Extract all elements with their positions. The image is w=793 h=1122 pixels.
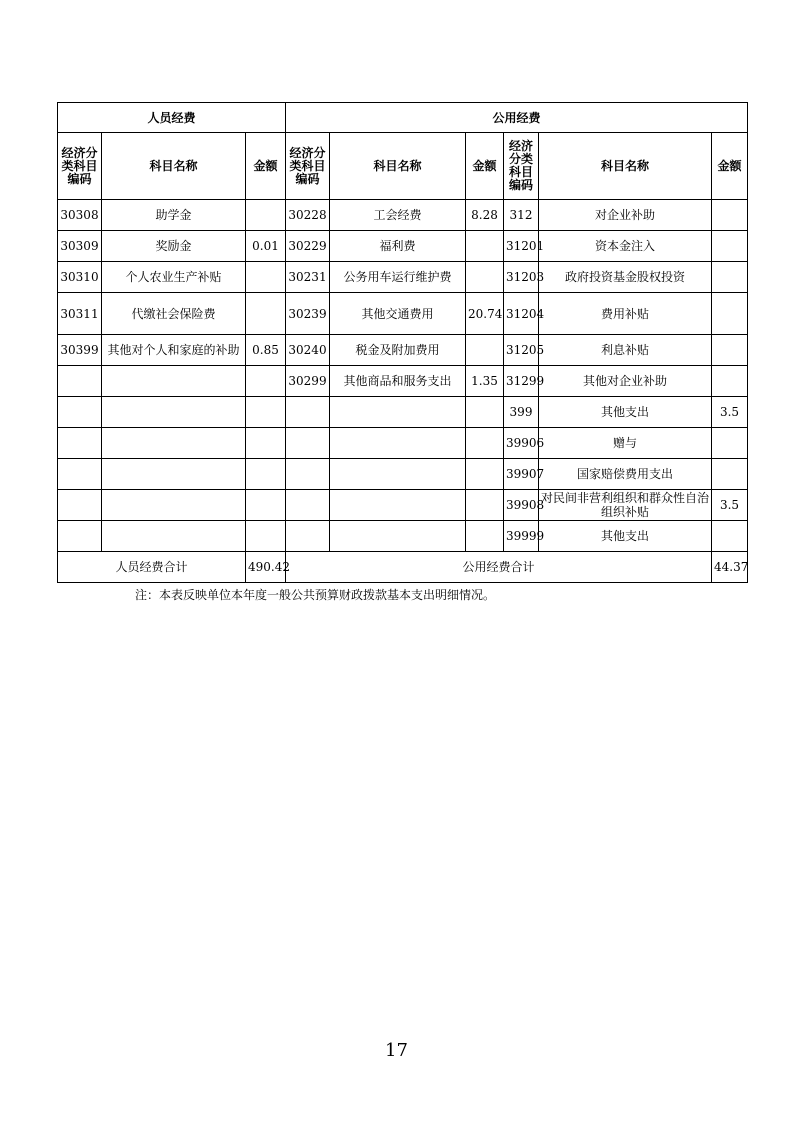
personnel-name-cell: 个人农业生产补贴: [102, 262, 246, 293]
table-row: [58, 459, 748, 490]
personnel-name-cell: [102, 490, 246, 521]
public2-name-cell: 其他对企业补助: [539, 366, 712, 397]
public-amount-cell: [466, 397, 504, 428]
table-note: 注：本表反映单位本年度一般公共预算财政拨款基本支出明细情况。: [135, 588, 496, 602]
personnel-code-cell: 30399: [58, 335, 102, 366]
public2-amount-cell: 3.5: [712, 490, 748, 521]
personnel-code-cell: [58, 428, 102, 459]
personnel-name-cell: [102, 397, 246, 428]
personnel-code-cell: [58, 490, 102, 521]
public2-code-cell: 312: [504, 200, 539, 231]
public2-code-cell: 31205: [504, 335, 539, 366]
section-header-row: [58, 103, 748, 133]
personnel-amount-cell: [246, 490, 286, 521]
public-total-value: 44.37: [712, 552, 748, 583]
public2-name-cell: 对民间非营利组织和群众性自治组织补贴: [539, 490, 712, 521]
public2-amount-cell: [712, 521, 748, 552]
table-row: [58, 231, 748, 262]
table-row: [58, 366, 748, 397]
personnel-amount-cell: 0.01: [246, 231, 286, 262]
public-section-title: 公用经费: [286, 103, 748, 133]
personnel-amount-cell: 0.85: [246, 335, 286, 366]
public-code-cell: [286, 459, 330, 490]
public2-amount-cell: 3.5: [712, 397, 748, 428]
public2-name-cell: 资本金注入: [539, 231, 712, 262]
totals-row: [58, 552, 748, 583]
public-name-cell: 公务用车运行维护费: [330, 262, 466, 293]
public-amount-cell: [466, 459, 504, 490]
personnel-name-cell: 其他对个人和家庭的补助: [102, 335, 246, 366]
public2-name-cell: 对企业补助: [539, 200, 712, 231]
public2-amount-cell: [712, 366, 748, 397]
personnel-section-title: 人员经费: [58, 103, 286, 133]
personnel-amount-cell: [246, 397, 286, 428]
personnel-code-cell: [58, 521, 102, 552]
public-amount-header: 金额: [466, 133, 504, 200]
public2-name-cell: 费用补贴: [539, 293, 712, 335]
public2-amount-cell: [712, 231, 748, 262]
public-code-cell: 30229: [286, 231, 330, 262]
personnel-name-cell: [102, 428, 246, 459]
public-amount-cell: [466, 490, 504, 521]
public2-code-cell: 31203: [504, 262, 539, 293]
personnel-code-header: 经济分类科目编码: [58, 133, 102, 200]
public2-amount-cell: [712, 262, 748, 293]
personnel-name-cell: 助学金: [102, 200, 246, 231]
table-row: [58, 397, 748, 428]
table-row: [58, 521, 748, 552]
personnel-name-cell: [102, 366, 246, 397]
page-number: 17: [385, 1040, 408, 1061]
personnel-code-cell: [58, 397, 102, 428]
public-amount-cell: [466, 428, 504, 459]
public2-name-cell: 利息补贴: [539, 335, 712, 366]
personnel-total-label: 人员经费合计: [58, 552, 246, 583]
personnel-amount-cell: [246, 293, 286, 335]
personnel-amount-cell: [246, 521, 286, 552]
public-code-cell: [286, 397, 330, 428]
public-amount-cell: [466, 335, 504, 366]
public2-amount-cell: [712, 200, 748, 231]
public2-name-cell: 其他支出: [539, 521, 712, 552]
table-row: [58, 335, 748, 366]
public2-amount-cell: [712, 428, 748, 459]
personnel-name-cell: 奖励金: [102, 231, 246, 262]
personnel-amount-cell: [246, 428, 286, 459]
public2-amount-cell: [712, 335, 748, 366]
personnel-name-header: 科目名称: [102, 133, 246, 200]
public-code-cell: [286, 428, 330, 459]
table-row: [58, 200, 748, 231]
public-code-cell: [286, 521, 330, 552]
public2-code-cell: 39906: [504, 428, 539, 459]
public-amount-cell: [466, 521, 504, 552]
public-name-cell: [330, 397, 466, 428]
public-code-header: 经济分类科目编码: [286, 133, 330, 200]
public-name-cell: 税金及附加费用: [330, 335, 466, 366]
public-name-cell: [330, 490, 466, 521]
public-amount-cell: [466, 231, 504, 262]
public2-code-cell: 31201: [504, 231, 539, 262]
public-name-cell: 其他交通费用: [330, 293, 466, 335]
personnel-amount-cell: [246, 200, 286, 231]
personnel-name-cell: [102, 459, 246, 490]
public-name-cell: [330, 459, 466, 490]
personnel-name-cell: [102, 521, 246, 552]
public-code-cell: 30299: [286, 366, 330, 397]
personnel-total-value: 490.42: [246, 552, 286, 583]
column-header-row: [58, 133, 748, 200]
public-name-cell: 其他商品和服务支出: [330, 366, 466, 397]
table-row: [58, 293, 748, 335]
personnel-code-cell: 30310: [58, 262, 102, 293]
public-name-cell: [330, 521, 466, 552]
personnel-code-cell: [58, 459, 102, 490]
table-row: [58, 428, 748, 459]
public2-code-cell: 39999: [504, 521, 539, 552]
public-name-cell: 福利费: [330, 231, 466, 262]
public-amount-cell: 1.35: [466, 366, 504, 397]
public-name-cell: [330, 428, 466, 459]
public-code-cell: 30240: [286, 335, 330, 366]
public-amount-cell: [466, 262, 504, 293]
personnel-amount-cell: [246, 366, 286, 397]
public-name-header: 科目名称: [330, 133, 466, 200]
personnel-code-cell: 30308: [58, 200, 102, 231]
table-row: [58, 262, 748, 293]
public2-code-cell: 31204: [504, 293, 539, 335]
public-code-cell: [286, 490, 330, 521]
public-code-cell: 30228: [286, 200, 330, 231]
public-name-cell: 工会经费: [330, 200, 466, 231]
table-row: [58, 490, 748, 521]
public2-code-cell: 39908: [504, 490, 539, 521]
public-total-label: 公用经费合计: [286, 552, 712, 583]
personnel-name-cell: 代缴社会保险费: [102, 293, 246, 335]
public2-amount-header: 金额: [712, 133, 748, 200]
public2-amount-cell: [712, 459, 748, 490]
personnel-code-cell: 30309: [58, 231, 102, 262]
personnel-amount-cell: [246, 262, 286, 293]
personnel-amount-header: 金额: [246, 133, 286, 200]
personnel-code-cell: [58, 366, 102, 397]
public-code-cell: 30239: [286, 293, 330, 335]
public2-code-cell: 31299: [504, 366, 539, 397]
public2-amount-cell: [712, 293, 748, 335]
public2-name-cell: 其他支出: [539, 397, 712, 428]
expenditure-table: [57, 102, 748, 583]
public2-code-cell: 39907: [504, 459, 539, 490]
personnel-code-cell: 30311: [58, 293, 102, 335]
public2-name-header: 科目名称: [539, 133, 712, 200]
public-code-cell: 30231: [286, 262, 330, 293]
public2-name-cell: 政府投资基金股权投资: [539, 262, 712, 293]
public-amount-cell: 20.74: [466, 293, 504, 335]
public2-name-cell: 国家赔偿费用支出: [539, 459, 712, 490]
public-amount-cell: 8.28: [466, 200, 504, 231]
public2-name-cell: 赠与: [539, 428, 712, 459]
public2-code-header: 经济分类科目编码: [504, 133, 539, 200]
personnel-amount-cell: [246, 459, 286, 490]
public2-code-cell: 399: [504, 397, 539, 428]
